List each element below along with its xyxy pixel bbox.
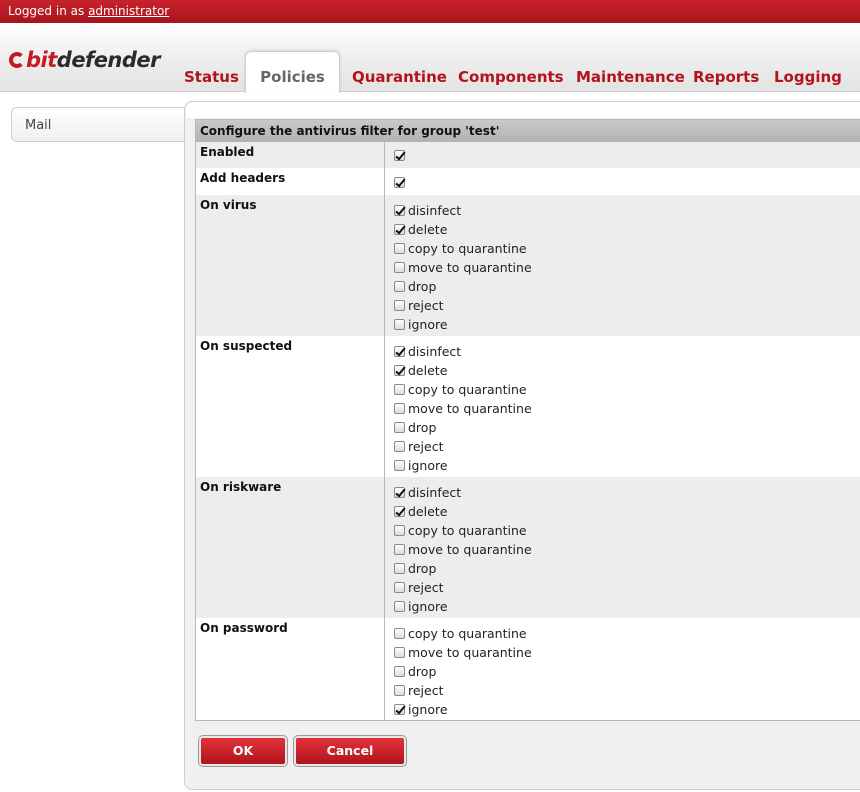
logged-in-text: Logged in as — [8, 4, 85, 18]
on-password-drop[interactable]: drop — [394, 664, 436, 683]
form-title: Configure the antivirus filter for group 'test' — [196, 120, 860, 142]
on-suspected-disinfect[interactable]: disinfect — [394, 344, 461, 363]
nav-maintenance[interactable]: Maintenance — [576, 68, 685, 86]
on-virus-reject[interactable]: reject — [394, 298, 444, 317]
on-virus-move-to-quarantine[interactable]: move to quarantine — [394, 260, 532, 279]
row-add-headers — [196, 168, 860, 195]
on-virus-copy-to-quarantine[interactable]: copy to quarantine — [394, 241, 527, 260]
on-password-reject[interactable]: reject — [394, 683, 444, 702]
nav-reports[interactable]: Reports — [693, 68, 760, 86]
on-suspected-drop[interactable]: drop — [394, 420, 436, 439]
main-nav — [0, 23, 860, 92]
on-password-label: On password — [200, 621, 288, 635]
antivirus-filter-form — [195, 119, 860, 721]
enabled-label: Enabled — [200, 145, 255, 159]
on-virus-ignore[interactable]: ignore — [394, 317, 448, 336]
enabled-checkbox[interactable] — [394, 148, 408, 167]
header — [0, 23, 860, 92]
add-headers-label: Add headers — [200, 171, 286, 185]
nav-policies[interactable]: Policies — [245, 51, 340, 93]
on-riskware-ignore[interactable]: ignore — [394, 599, 448, 618]
on-virus-delete[interactable]: delete — [394, 222, 447, 241]
add-headers-checkbox[interactable] — [394, 175, 408, 194]
column-divider — [384, 142, 385, 721]
on-suspected-label: On suspected — [200, 339, 293, 353]
on-riskware-label: On riskware — [200, 480, 282, 494]
on-virus-disinfect[interactable]: disinfect — [394, 203, 461, 222]
nav-components[interactable]: Components — [458, 68, 564, 86]
on-suspected-ignore[interactable]: ignore — [394, 458, 448, 477]
row-on-password — [196, 618, 860, 721]
on-password-move-to-quarantine[interactable]: move to quarantine — [394, 645, 532, 664]
on-suspected-copy-to-quarantine[interactable]: copy to quarantine — [394, 382, 527, 401]
row-enabled — [196, 142, 860, 168]
on-password-copy-to-quarantine[interactable]: copy to quarantine — [394, 626, 527, 645]
nav-quarantine[interactable]: Quarantine — [352, 68, 447, 86]
checkbox-checked-icon — [394, 177, 405, 188]
on-virus-drop[interactable]: drop — [394, 279, 436, 298]
on-password-ignore[interactable]: ignore — [394, 702, 448, 721]
checkbox-checked-icon — [394, 150, 405, 161]
row-on-virus — [196, 195, 860, 336]
on-suspected-reject[interactable]: reject — [394, 439, 444, 458]
session-bar — [0, 0, 860, 23]
cancel-button[interactable]: Cancel — [294, 736, 406, 766]
ok-button[interactable]: OK — [199, 736, 287, 766]
username-link[interactable]: administrator — [88, 4, 170, 18]
on-riskware-move-to-quarantine[interactable]: move to quarantine — [394, 542, 532, 561]
on-riskware-reject[interactable]: reject — [394, 580, 444, 599]
row-on-riskware — [196, 477, 860, 618]
row-on-suspected — [196, 336, 860, 477]
bitdefender-logo: bitdefender — [9, 48, 160, 72]
on-riskware-delete[interactable]: delete — [394, 504, 447, 523]
sidebar-item-mail[interactable]: Mail — [11, 107, 189, 142]
on-suspected-delete[interactable]: delete — [394, 363, 447, 382]
nav-status[interactable]: Status — [184, 68, 239, 86]
nav-logging[interactable]: Logging — [774, 68, 842, 86]
on-riskware-drop[interactable]: drop — [394, 561, 436, 580]
on-virus-label: On virus — [200, 198, 257, 212]
on-riskware-disinfect[interactable]: disinfect — [394, 485, 461, 504]
on-riskware-copy-to-quarantine[interactable]: copy to quarantine — [394, 523, 527, 542]
on-suspected-move-to-quarantine[interactable]: move to quarantine — [394, 401, 532, 420]
